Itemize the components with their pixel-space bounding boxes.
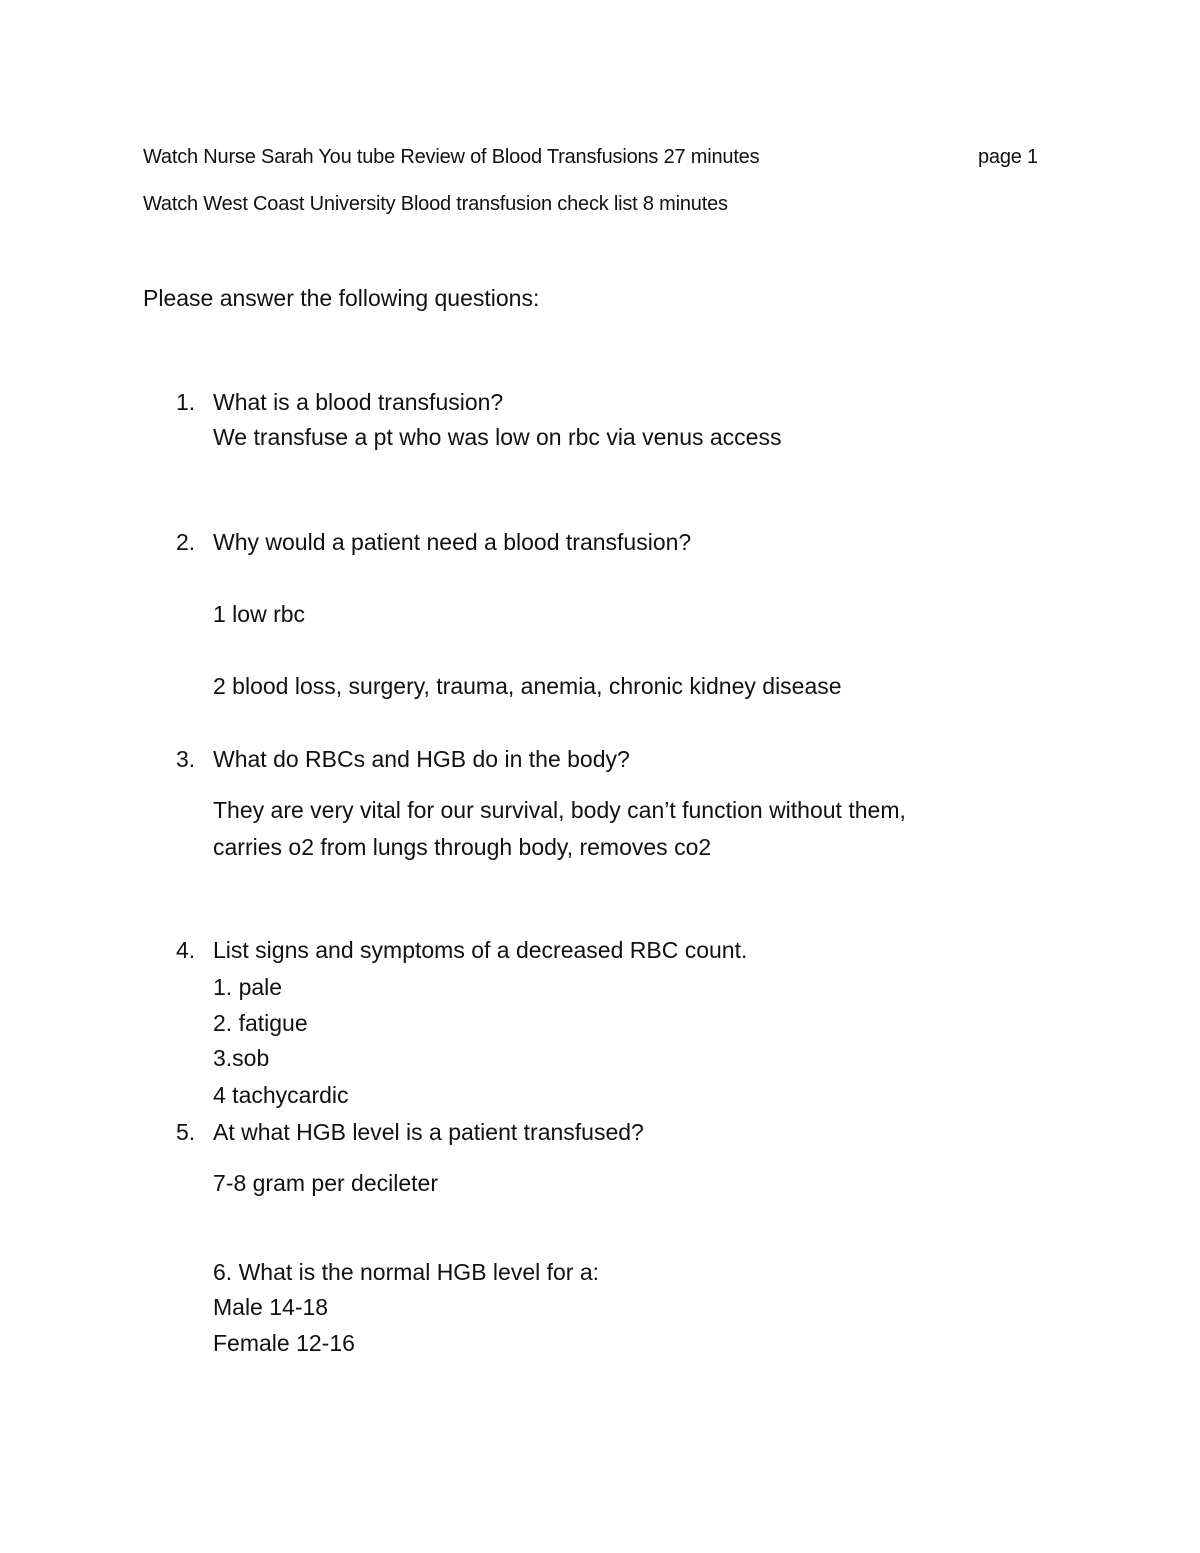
header-line-1: Watch Nurse Sarah You tube Review of Blood Transfusions 27 minutes bbox=[143, 146, 760, 168]
page-number: page 1 bbox=[978, 146, 1038, 168]
question-text: What is a blood transfusion? bbox=[213, 389, 504, 415]
question-text: 6. What is the normal HGB level for a: bbox=[213, 1259, 600, 1285]
answer-text: 1 low rbc bbox=[213, 601, 306, 627]
header-line-2: Watch West Coast University Blood transfusion check list 8 minutes bbox=[143, 193, 728, 215]
answer-text: 2 blood loss, surgery, trauma, anemia, chronic kidney disease bbox=[213, 673, 842, 699]
answer-text: Male 14-18 bbox=[213, 1294, 329, 1320]
question-text: Why would a patient need a blood transfusion? bbox=[213, 529, 692, 555]
answer-list-item: 3.sob bbox=[213, 1045, 270, 1071]
answer-text: Female 12-16 bbox=[213, 1330, 355, 1356]
question-number: 5. bbox=[176, 1119, 196, 1145]
instructions: Please answer the following questions: bbox=[143, 285, 540, 311]
answer-text: 7-8 gram per decileter bbox=[213, 1170, 438, 1196]
answer-list-item: 4 tachycardic bbox=[213, 1082, 349, 1108]
question-number: 1. bbox=[176, 389, 196, 415]
question-text: List signs and symptoms of a decreased RBC count. bbox=[213, 937, 748, 963]
answer-text: They are very vital for our survival, body can’t function without them, bbox=[213, 797, 906, 823]
question-number: 4. bbox=[176, 937, 196, 963]
answer-text: carries o2 from lungs through body, removes co2 bbox=[213, 834, 712, 860]
answer-list-item: 1. pale bbox=[213, 974, 283, 1000]
question-text: What do RBCs and HGB do in the body? bbox=[213, 746, 630, 772]
question-number: 2. bbox=[176, 529, 196, 555]
question-number: 3. bbox=[176, 746, 196, 772]
question-text: At what HGB level is a patient transfused? bbox=[213, 1119, 644, 1145]
answer-text: We transfuse a pt who was low on rbc via venus access bbox=[213, 424, 782, 450]
answer-list-item: 2. fatigue bbox=[213, 1010, 308, 1036]
